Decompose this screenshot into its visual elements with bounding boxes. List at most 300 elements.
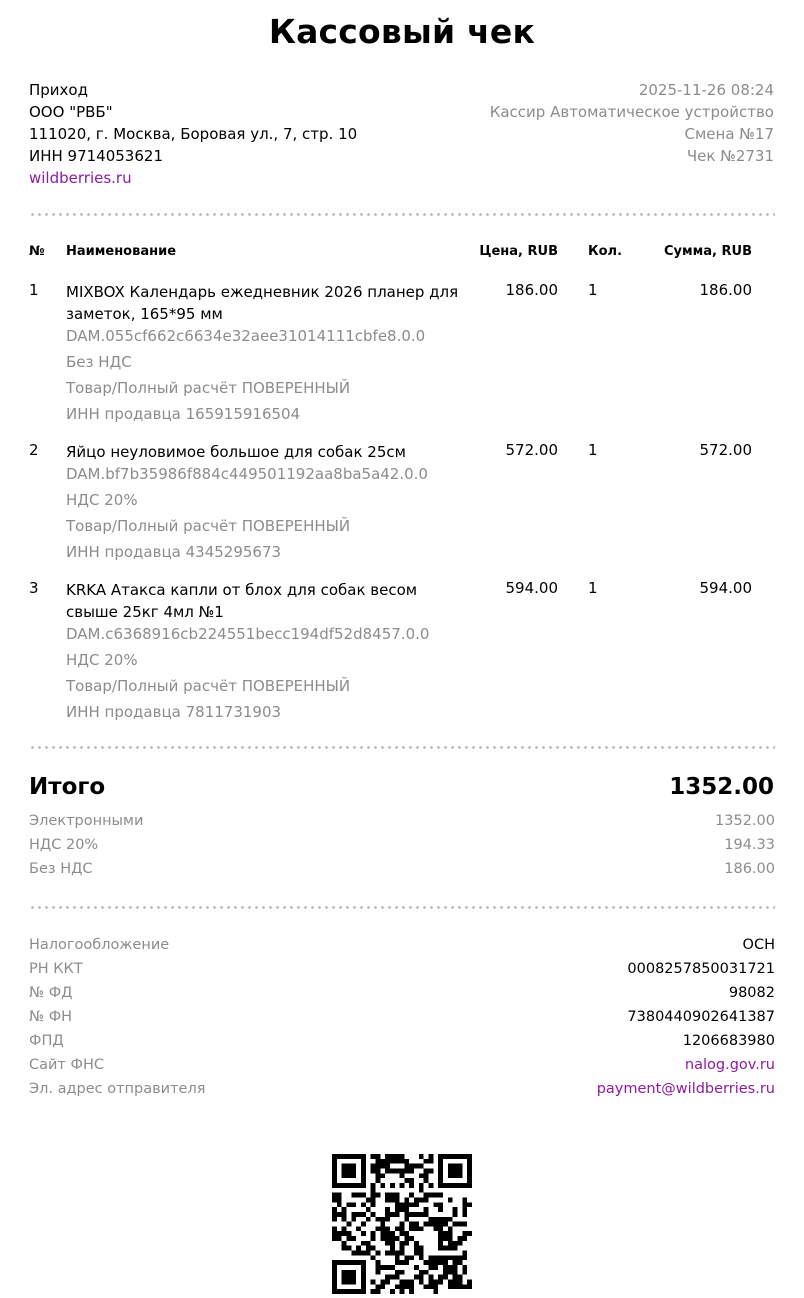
qr-module [429, 1159, 434, 1164]
qr-module [346, 1289, 351, 1294]
qr-module [361, 1173, 366, 1178]
qr-module [337, 1231, 342, 1236]
fiscal-value: ОСН [742, 937, 775, 953]
qr-module [404, 1202, 409, 1207]
qr-module [332, 1178, 337, 1183]
qr-module [395, 1255, 400, 1260]
qr-module [453, 1280, 458, 1285]
qr-module [395, 1212, 400, 1217]
fiscal-label: № ФН [29, 1009, 73, 1025]
qr-module [385, 1207, 390, 1212]
qr-module [414, 1246, 419, 1251]
qr-module [346, 1168, 351, 1173]
qr-module [400, 1280, 405, 1285]
qr-module [419, 1226, 424, 1231]
divider [29, 213, 775, 216]
qr-module [361, 1168, 366, 1173]
qr-module [395, 1270, 400, 1275]
qr-module [458, 1154, 463, 1159]
qr-module [371, 1212, 376, 1217]
qr-module [385, 1159, 390, 1164]
qr-module [351, 1260, 356, 1265]
qr-module [371, 1164, 376, 1169]
qr-module [395, 1202, 400, 1207]
qr-module [453, 1183, 458, 1188]
item-number: 3 [29, 579, 39, 597]
qr-module [342, 1154, 347, 1159]
qr-module [361, 1260, 366, 1265]
qr-module [342, 1231, 347, 1236]
qr-module [429, 1255, 434, 1260]
qr-module [390, 1154, 395, 1159]
qr-module [346, 1154, 351, 1159]
qr-module [429, 1280, 434, 1285]
qr-module [346, 1280, 351, 1285]
qr-module [346, 1236, 351, 1241]
qr-module [390, 1251, 395, 1256]
qr-module [424, 1197, 429, 1202]
qr-module [409, 1222, 414, 1227]
fiscal-row [29, 961, 775, 985]
qr-module [380, 1164, 385, 1169]
qr-module [342, 1246, 347, 1251]
qr-module [433, 1193, 438, 1198]
qr-module [443, 1154, 448, 1159]
col-header-qty: Кол. [588, 244, 623, 259]
qr-module [390, 1193, 395, 1198]
qr-module [342, 1275, 347, 1280]
qr-module [351, 1183, 356, 1188]
qr-module [356, 1251, 361, 1256]
qr-module [448, 1217, 453, 1222]
qr-module [462, 1231, 467, 1236]
item-price: 186.00 [505, 281, 558, 299]
qr-module [351, 1154, 356, 1159]
qr-code [332, 1154, 472, 1294]
qr-module [438, 1226, 443, 1231]
fiscal-label: РН ККТ [29, 961, 83, 977]
breakdown-value: 186.00 [724, 861, 775, 877]
qr-module [467, 1164, 472, 1169]
qr-module [356, 1154, 361, 1159]
qr-module [395, 1251, 400, 1256]
qr-module [371, 1202, 376, 1207]
qr-module [385, 1280, 390, 1285]
qr-module [361, 1222, 366, 1227]
qr-module [375, 1217, 380, 1222]
fiscal-label: ФПД [29, 1033, 64, 1049]
qr-module [443, 1255, 448, 1260]
qr-module [400, 1251, 405, 1256]
operation-type: Приход [29, 81, 88, 99]
qr-module [351, 1173, 356, 1178]
qr-module [414, 1251, 419, 1256]
qr-module [380, 1231, 385, 1236]
qr-module [361, 1289, 366, 1294]
qr-module [361, 1164, 366, 1169]
qr-module [361, 1212, 366, 1217]
qr-module [438, 1202, 443, 1207]
qr-module [453, 1275, 458, 1280]
qr-module [448, 1231, 453, 1236]
qr-module [342, 1183, 347, 1188]
qr-module [400, 1183, 405, 1188]
qr-module [390, 1159, 395, 1164]
qr-module [390, 1183, 395, 1188]
qr-module [395, 1226, 400, 1231]
qr-module [404, 1236, 409, 1241]
col-header-sum: Сумма, RUB [664, 244, 752, 259]
qr-module [443, 1217, 448, 1222]
qr-module [462, 1222, 467, 1227]
qr-module [453, 1265, 458, 1270]
qr-module [424, 1207, 429, 1212]
qr-module [332, 1231, 337, 1236]
qr-module [390, 1231, 395, 1236]
qr-module [351, 1251, 356, 1256]
qr-module [453, 1284, 458, 1289]
qr-module [448, 1164, 453, 1169]
qr-module [467, 1284, 472, 1289]
qr-module [453, 1168, 458, 1173]
qr-module [351, 1193, 356, 1198]
qr-module [443, 1236, 448, 1241]
qr-module [409, 1280, 414, 1285]
qr-module [458, 1183, 463, 1188]
qr-module [356, 1183, 361, 1188]
fiscal-row [29, 937, 775, 961]
qr-module [458, 1284, 463, 1289]
qr-module [337, 1197, 342, 1202]
qr-module [438, 1159, 443, 1164]
qr-module [419, 1188, 424, 1193]
qr-module [371, 1255, 376, 1260]
qr-module [462, 1202, 467, 1207]
qr-module [458, 1260, 463, 1265]
qr-module [467, 1183, 472, 1188]
qr-module [390, 1212, 395, 1217]
qr-module [419, 1183, 424, 1188]
qr-module [448, 1270, 453, 1275]
item-sum: 572.00 [699, 441, 752, 459]
qr-module [337, 1154, 342, 1159]
qr-module [414, 1197, 419, 1202]
qr-module [438, 1193, 443, 1198]
qr-module [395, 1154, 400, 1159]
qr-module [409, 1164, 414, 1169]
qr-module [424, 1193, 429, 1198]
qr-module [332, 1173, 337, 1178]
qr-module [332, 1183, 337, 1188]
qr-module [395, 1284, 400, 1289]
qr-module [409, 1183, 414, 1188]
qr-module [356, 1193, 361, 1198]
qr-module [414, 1202, 419, 1207]
qr-module [433, 1255, 438, 1260]
qr-module [409, 1178, 414, 1183]
qr-module [438, 1168, 443, 1173]
total-breakdown-row [29, 837, 775, 861]
qr-module [375, 1226, 380, 1231]
qr-module [438, 1246, 443, 1251]
qr-module [332, 1265, 337, 1270]
breakdown-label: Электронными [29, 813, 144, 829]
qr-module [424, 1173, 429, 1178]
fiscal-row [29, 1081, 775, 1105]
qr-module [346, 1222, 351, 1227]
qr-module [458, 1222, 463, 1227]
qr-module [433, 1202, 438, 1207]
qr-module [448, 1280, 453, 1285]
qr-module [366, 1246, 371, 1251]
item-vat: Без НДС [66, 353, 132, 371]
sender-email-link[interactable]: payment@wildberries.ru [596, 1081, 775, 1097]
qr-module [438, 1207, 443, 1212]
qr-module [342, 1226, 347, 1231]
qr-module [351, 1270, 356, 1275]
qr-module [458, 1164, 463, 1169]
receipt-number: Чек №2731 [686, 147, 774, 165]
qr-module [404, 1197, 409, 1202]
qr-module [429, 1193, 434, 1198]
qr-module [356, 1260, 361, 1265]
qr-module [443, 1265, 448, 1270]
item-number: 1 [29, 281, 39, 299]
qr-module [400, 1159, 405, 1164]
cashier: Кассир Автоматическое устройство [489, 103, 774, 121]
qr-module [371, 1154, 376, 1159]
qr-module [390, 1246, 395, 1251]
qr-module [404, 1280, 409, 1285]
qr-module [385, 1231, 390, 1236]
qr-module [366, 1217, 371, 1222]
qr-module [332, 1226, 337, 1231]
qr-module [409, 1284, 414, 1289]
qr-module [332, 1236, 337, 1241]
qr-module [395, 1236, 400, 1241]
qr-module [375, 1193, 380, 1198]
qr-module [404, 1159, 409, 1164]
qr-module [453, 1241, 458, 1246]
qr-module [351, 1275, 356, 1280]
qr-module [424, 1159, 429, 1164]
qr-module [351, 1212, 356, 1217]
qr-module [448, 1183, 453, 1188]
qr-module [337, 1193, 342, 1198]
qr-module [414, 1212, 419, 1217]
qr-module [346, 1231, 351, 1236]
qr-module [404, 1260, 409, 1265]
qr-module [375, 1270, 380, 1275]
qr-module [342, 1207, 347, 1212]
qr-module [390, 1197, 395, 1202]
qr-module [351, 1202, 356, 1207]
qr-module [351, 1164, 356, 1169]
qr-module [385, 1193, 390, 1198]
qr-module [438, 1173, 443, 1178]
qr-module [400, 1202, 405, 1207]
qr-module [448, 1226, 453, 1231]
fiscal-row [29, 1009, 775, 1033]
qr-module [332, 1260, 337, 1265]
qr-module [371, 1168, 376, 1173]
qr-module [424, 1212, 429, 1217]
qr-module [443, 1260, 448, 1265]
site-link[interactable]: wildberries.ru [29, 169, 132, 187]
fiscal-label: Налогообложение [29, 937, 170, 953]
qr-module [433, 1226, 438, 1231]
qr-module [458, 1173, 463, 1178]
qr-module [409, 1226, 414, 1231]
qr-module [366, 1197, 371, 1202]
qr-module [356, 1212, 361, 1217]
qr-module [458, 1275, 463, 1280]
qr-module [371, 1197, 376, 1202]
qr-module [332, 1197, 337, 1202]
item-details [66, 281, 466, 427]
qr-module [453, 1154, 458, 1159]
qr-module [400, 1260, 405, 1265]
qr-module [448, 1265, 453, 1270]
qr-module [346, 1202, 351, 1207]
item-sum: 594.00 [699, 579, 752, 597]
qr-module [351, 1236, 356, 1241]
qr-module [404, 1284, 409, 1289]
qr-module [400, 1226, 405, 1231]
qr-module [342, 1270, 347, 1275]
qr-module [400, 1284, 405, 1289]
qr-module [400, 1173, 405, 1178]
qr-module [361, 1159, 366, 1164]
qr-module [385, 1197, 390, 1202]
qr-module [419, 1197, 424, 1202]
item-vat: НДС 20% [66, 651, 138, 669]
qr-module [361, 1265, 366, 1270]
qr-module [404, 1168, 409, 1173]
qr-module [467, 1159, 472, 1164]
qr-module [400, 1289, 405, 1294]
qr-module [380, 1173, 385, 1178]
qr-module [443, 1183, 448, 1188]
qr-module [375, 1164, 380, 1169]
qr-module [395, 1193, 400, 1198]
qr-module [385, 1168, 390, 1173]
qr-module [375, 1260, 380, 1265]
item-details [66, 441, 466, 565]
qr-module [346, 1270, 351, 1275]
qr-module [380, 1284, 385, 1289]
fiscal-label: № ФД [29, 985, 73, 1001]
qr-module [414, 1275, 419, 1280]
qr-module [385, 1226, 390, 1231]
qr-module [337, 1236, 342, 1241]
qr-module [380, 1280, 385, 1285]
qr-module [385, 1251, 390, 1256]
qr-module [337, 1260, 342, 1265]
fiscal-value: 98082 [728, 985, 775, 1001]
qr-module [385, 1236, 390, 1241]
qr-module [385, 1212, 390, 1217]
qr-module [438, 1217, 443, 1222]
qr-module [414, 1164, 419, 1169]
qr-module [366, 1241, 371, 1246]
qr-module [400, 1154, 405, 1159]
qr-module [453, 1270, 458, 1275]
qr-module [458, 1241, 463, 1246]
qr-module [371, 1183, 376, 1188]
qr-module [462, 1236, 467, 1241]
qr-module [409, 1168, 414, 1173]
qr-module [419, 1275, 424, 1280]
qr-module [342, 1280, 347, 1285]
qr-module [390, 1241, 395, 1246]
qr-module [375, 1265, 380, 1270]
col-header-price: Цена, RUB [479, 244, 558, 259]
qr-module [361, 1193, 366, 1198]
qr-module [429, 1217, 434, 1222]
qr-module [438, 1154, 443, 1159]
fiscal-value: 7380440902641387 [627, 1009, 775, 1025]
qr-module [458, 1168, 463, 1173]
qr-module [424, 1260, 429, 1265]
qr-module [361, 1178, 366, 1183]
breakdown-value: 194.33 [724, 837, 775, 853]
total-label: Итого [29, 774, 106, 800]
qr-module [361, 1275, 366, 1280]
qr-module [351, 1280, 356, 1285]
qr-module [361, 1231, 366, 1236]
qr-module [453, 1255, 458, 1260]
qr-module [351, 1217, 356, 1222]
qr-module [332, 1159, 337, 1164]
qr-module [332, 1207, 337, 1212]
qr-module [361, 1251, 366, 1256]
item-vat: НДС 20% [66, 491, 138, 509]
qr-module [462, 1265, 467, 1270]
qr-module [332, 1284, 337, 1289]
total-value: 1352.00 [669, 774, 774, 800]
fiscal-label: Эл. адрес отправителя [29, 1081, 206, 1097]
item-qty: 1 [588, 579, 598, 597]
divider [29, 906, 775, 909]
fns-site-link[interactable]: nalog.gov.ru [684, 1057, 775, 1073]
qr-module [467, 1202, 472, 1207]
item-name: KRKA Атакса капли от блох для собак весом свыше 25кг 4мл №1 [66, 581, 418, 621]
qr-module [361, 1284, 366, 1289]
total-breakdown-row [29, 813, 775, 837]
qr-module [453, 1164, 458, 1169]
qr-module [380, 1217, 385, 1222]
qr-module [395, 1260, 400, 1265]
qr-module [332, 1164, 337, 1169]
qr-module [400, 1246, 405, 1251]
qr-module [385, 1275, 390, 1280]
qr-module [342, 1289, 347, 1294]
qr-module [419, 1280, 424, 1285]
qr-module [448, 1173, 453, 1178]
item-code: DAM.c6368916cb224551becc194df52d8457.0.0 [66, 625, 430, 643]
qr-module [380, 1236, 385, 1241]
item-price: 572.00 [505, 441, 558, 459]
qr-module [433, 1222, 438, 1227]
qr-module [453, 1246, 458, 1251]
qr-module [346, 1173, 351, 1178]
qr-module [361, 1202, 366, 1207]
qr-module [462, 1284, 467, 1289]
item-qty: 1 [588, 281, 598, 299]
qr-module [395, 1275, 400, 1280]
seller-info [29, 79, 357, 189]
